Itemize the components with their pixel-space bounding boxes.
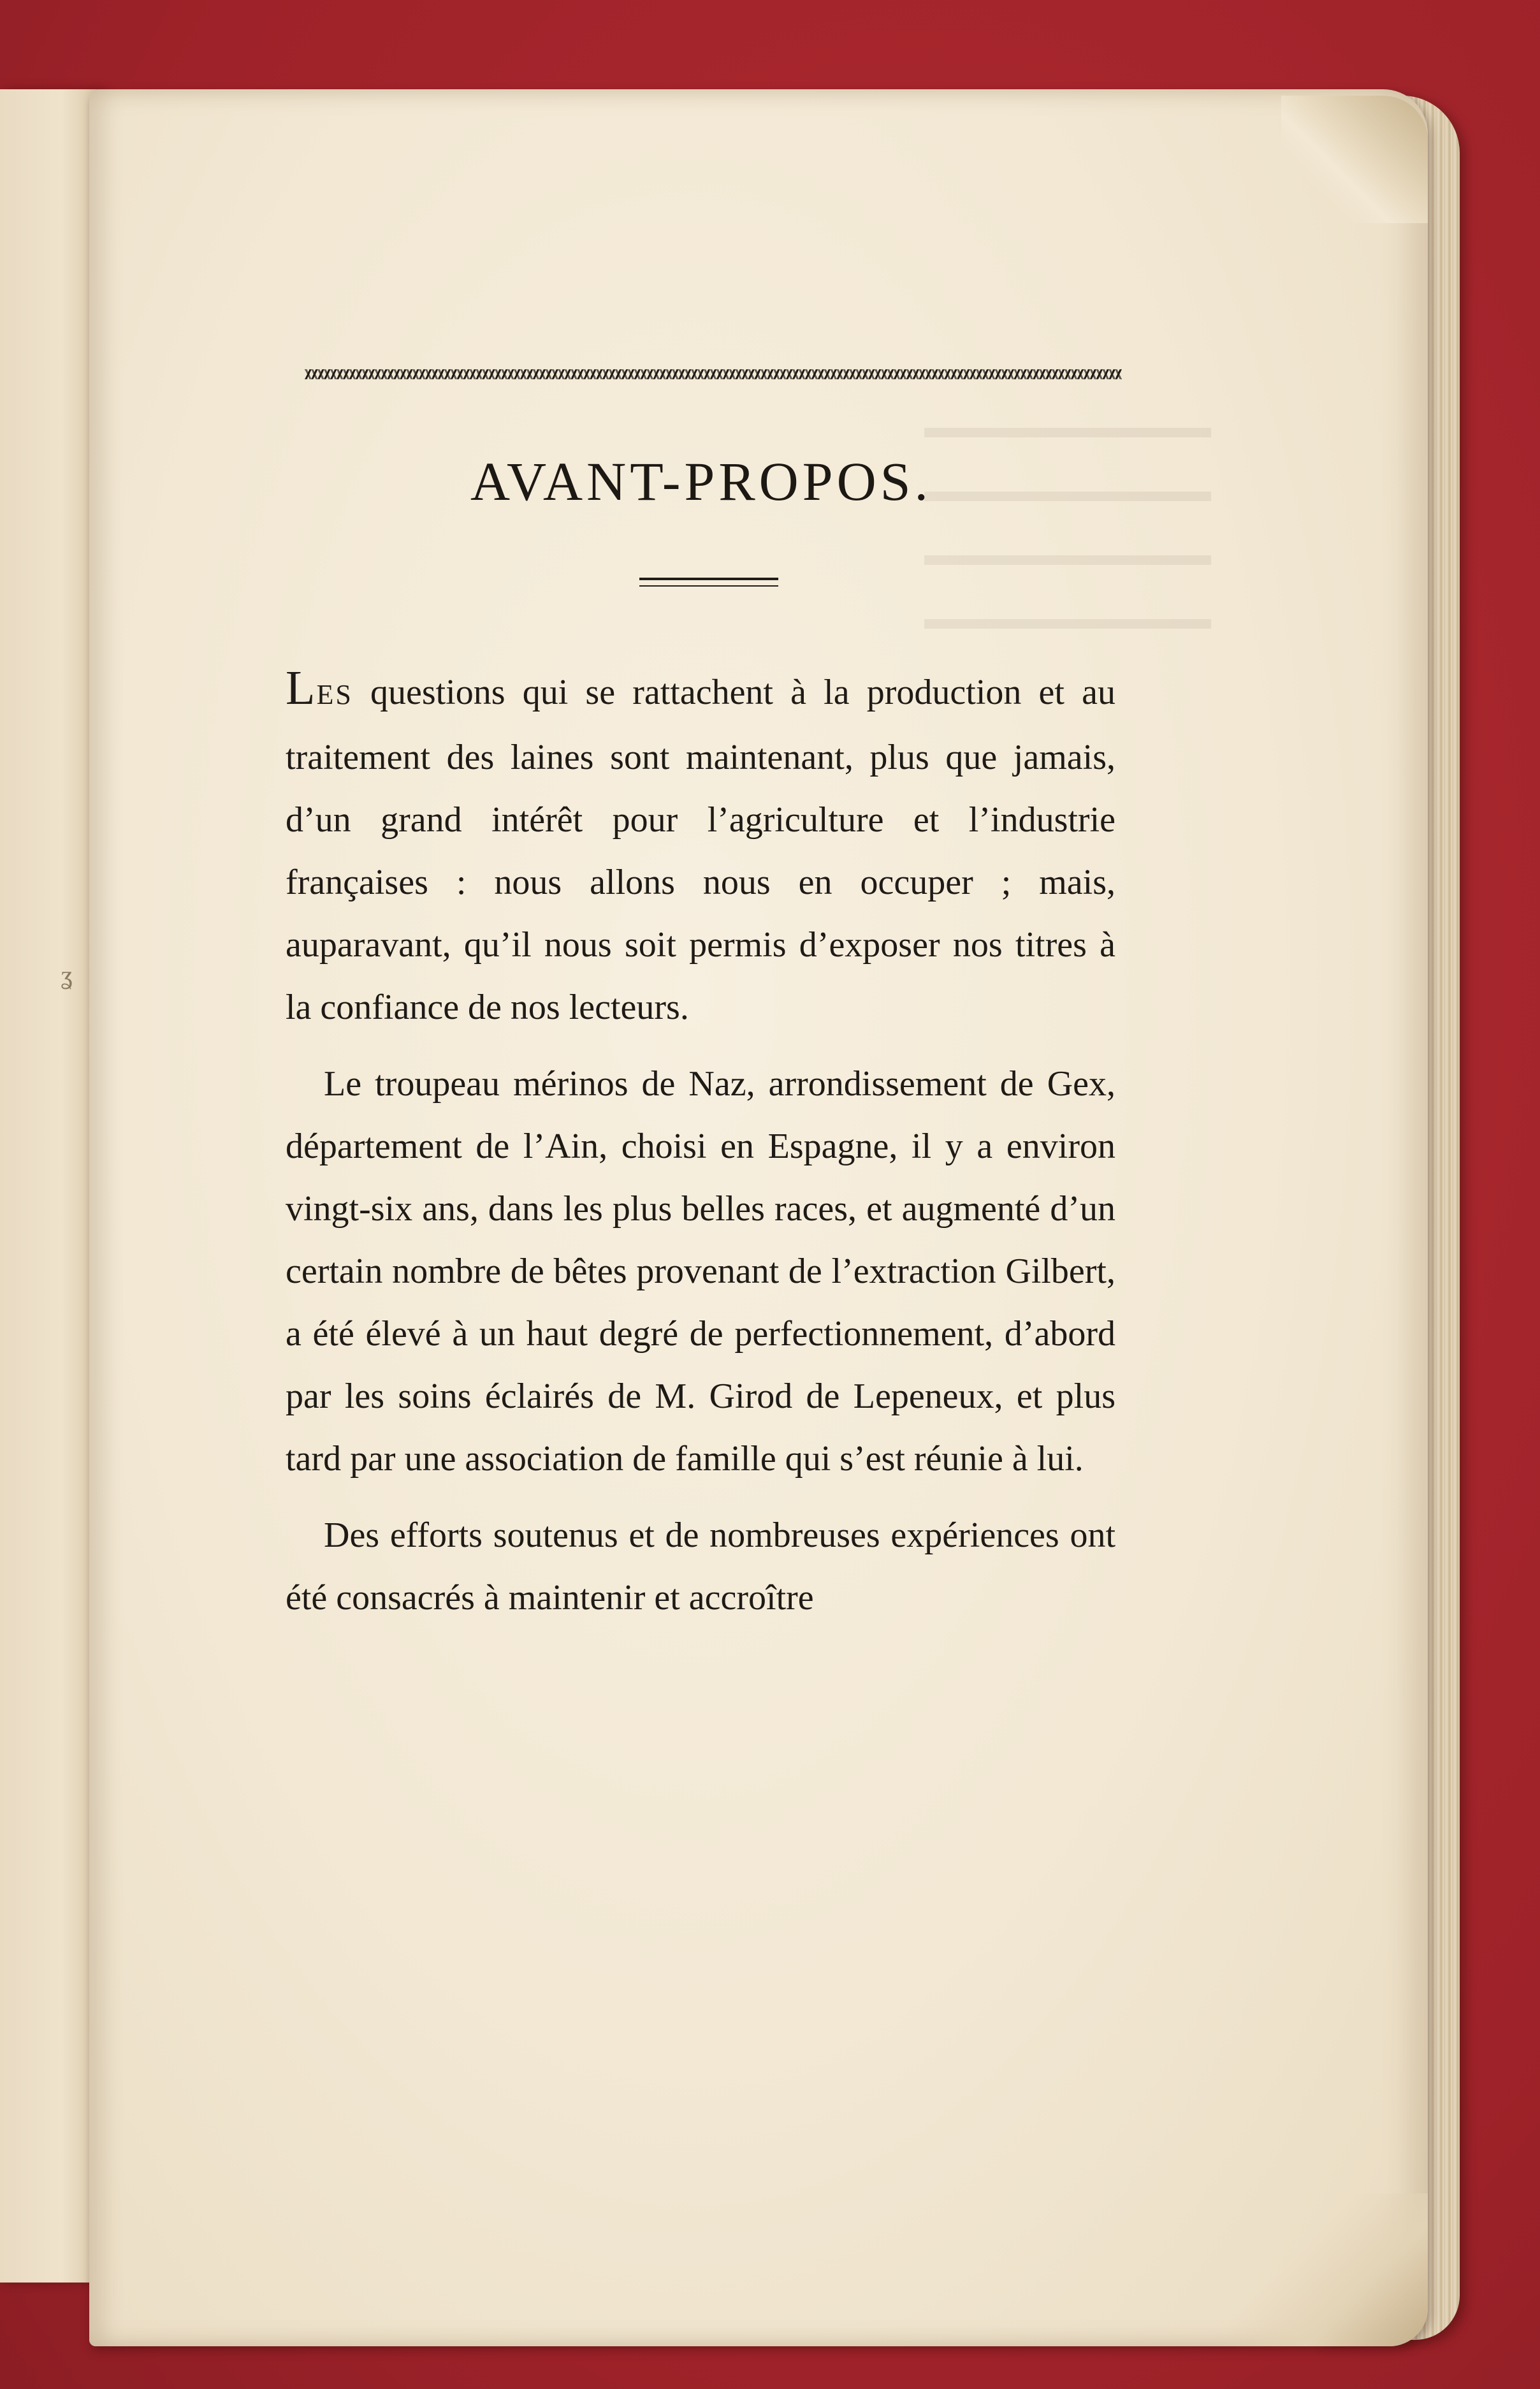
- drop-cap-letter: L: [286, 661, 317, 715]
- show-through-texture: ▬▬▬▬▬▬▬▬▬: [924, 472, 1211, 508]
- paper-stain-mark: ʓ: [61, 961, 73, 990]
- small-caps-lead: ES: [316, 679, 353, 710]
- body-text: [286, 657, 1115, 1643]
- show-through-texture: ▬▬▬▬▬▬▬▬▬: [924, 536, 1211, 572]
- page-title: AVANT-PROPOS.: [470, 451, 933, 512]
- folded-corner-top: [1281, 96, 1428, 223]
- paragraph-2: Le troupeau mérinos de Naz, arrondissement de Gex, département de l’Ain, choisi en Espagne, il y a environ vingt-six ans, dans les plus belles races, et augmenté d’un certain nombre de bêtes provenant de l’extraction Gilbert, a été élevé à un haut degré de perfectionnement, d’abord par les soins éclairés de M. Girod de Lepeneux, et plus tard par une association de famille qui s’est réunie à lui.: [286, 1064, 1115, 1479]
- show-through-texture: ▬▬▬▬▬▬▬▬▬: [924, 600, 1211, 636]
- paragraph-1: [286, 657, 1115, 1039]
- paragraph-3: Des efforts soutenus et de nombreuses expériences ont été consacrés à maintenir et accroître: [286, 1516, 1115, 1618]
- show-through-texture: ▬▬▬▬▬▬▬▬▬: [924, 409, 1211, 444]
- folded-corner-bottom: [1173, 2193, 1428, 2346]
- paragraph-1-text: questions qui se rattachent à la production et au traitement des laines sont maintenant, plus que jamais, d’un grand intérêt pour l’agriculture et l’industrie françaises : nous allons nous en occuper ; mais, auparavant, qu’il nous soit permis d’exposer nos titres à la confiance de nos lecteurs.: [286, 673, 1115, 1027]
- title-double-rule: [639, 578, 778, 587]
- facing-page-edge: [0, 89, 102, 2283]
